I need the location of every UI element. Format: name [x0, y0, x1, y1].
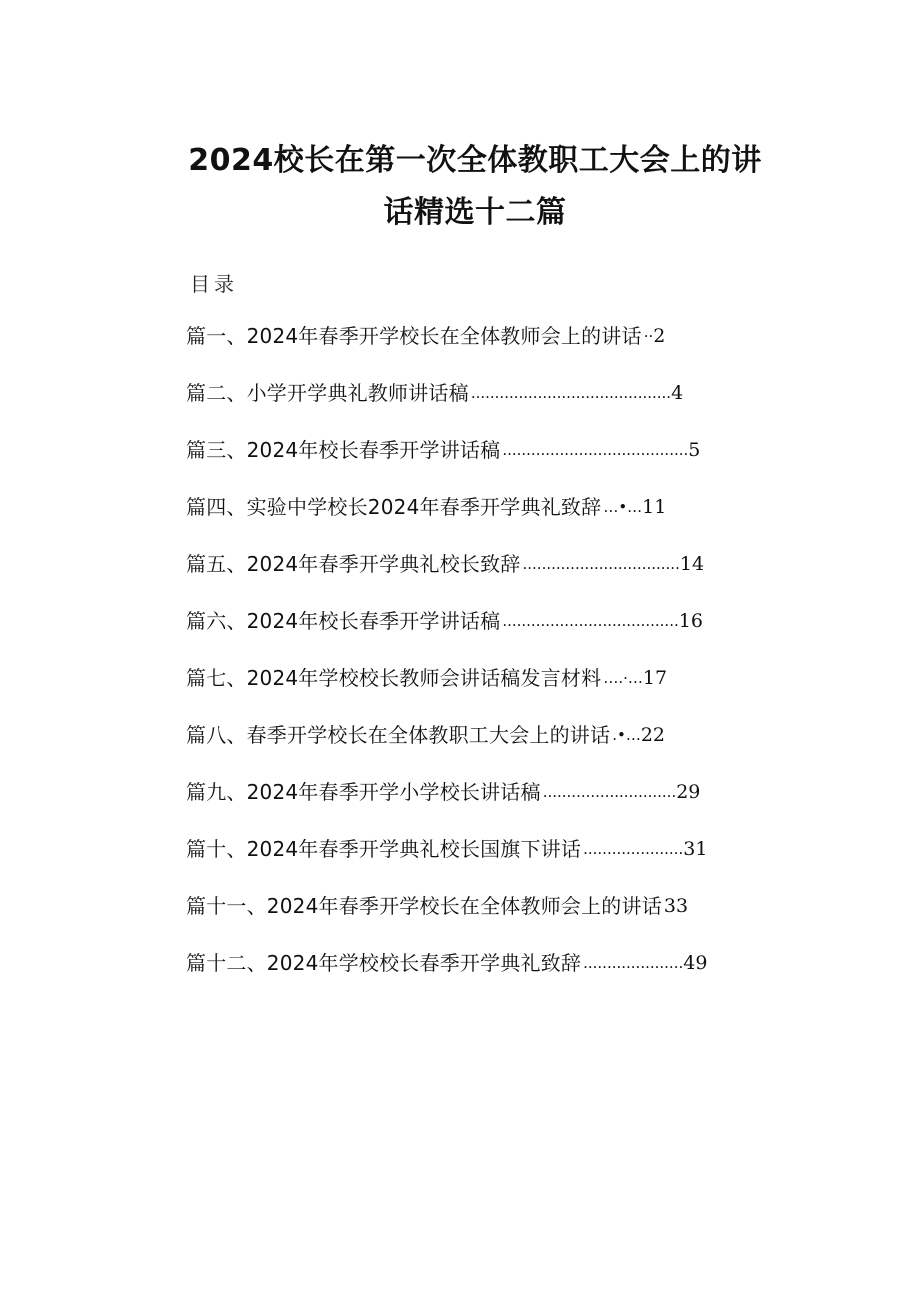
toc-entry-1[interactable]: [186, 318, 786, 375]
toc-entry-11[interactable]: [186, 888, 786, 945]
toc-entry-leader: …•…: [603, 498, 643, 516]
toc-entry-leader: .......................................: [502, 441, 689, 459]
toc-entry-title: 篇十一、2024年春季开学校长在全体教师会上的讲话: [186, 894, 662, 918]
toc-entry-7[interactable]: [186, 660, 786, 717]
toc-entry-page: 4: [671, 382, 684, 404]
toc-entry-8[interactable]: [186, 717, 786, 774]
toc-entry-title: 篇九、2024年春季开学小学校长讲话稿: [186, 780, 541, 804]
toc-entry-page: 22: [640, 724, 666, 746]
document-title-line-1: 2024校长在第一次全体教职工大会上的讲: [188, 143, 762, 178]
toc-heading: 目录: [190, 272, 238, 296]
toc-entry-leader: ··: [643, 327, 654, 345]
toc-entry-page: 5: [688, 439, 701, 461]
toc-entry-title: 篇八、春季开学校长在全体教职工大会上的讲话: [186, 723, 611, 747]
toc-entry-10[interactable]: [186, 831, 786, 888]
toc-entry-title: 篇五、2024年春季开学典礼校长致辞: [186, 552, 521, 576]
toc-entry-3[interactable]: [186, 432, 786, 489]
toc-entry-page: 49: [683, 952, 708, 974]
toc-entry-9[interactable]: [186, 774, 786, 831]
toc-entry-6[interactable]: [186, 603, 786, 660]
toc-entry-5[interactable]: [186, 546, 786, 603]
toc-entry-title: 篇十二、2024年学校校长春季开学典礼致辞: [186, 951, 582, 975]
toc-entry-page: 17: [642, 667, 668, 689]
toc-entry-title: 篇一、2024年春季开学校长在全体教师会上的讲话: [186, 324, 642, 348]
toc-entry-page: 29: [676, 781, 701, 803]
toc-entry-leader: .....................................: [502, 612, 679, 630]
toc-entry-title: 篇四、实验中学校长2024年春季开学典礼致辞: [186, 495, 602, 519]
toc-entry-leader: ..........................................: [470, 384, 672, 402]
document-title-line-2: 话精选十二篇: [383, 195, 567, 230]
toc-entry-12[interactable]: [186, 945, 786, 1002]
toc-entry-page: 31: [683, 838, 708, 860]
toc-entry-leader: .................................: [522, 555, 680, 573]
toc-entry-title: 篇三、2024年校长春季开学讲话稿: [186, 438, 501, 462]
toc-entry-page: 14: [679, 553, 705, 575]
toc-entry-page: 33: [663, 895, 689, 917]
toc-entry-title: 篇七、2024年学校校长教师会讲话稿发言材料: [186, 666, 602, 690]
toc-entry-title: 篇六、2024年校长春季开学讲话稿: [186, 609, 501, 633]
table-of-contents: [186, 318, 786, 1002]
toc-entry-4[interactable]: [186, 489, 786, 546]
toc-entry-title: 篇二、小学开学典礼教师讲话稿: [186, 381, 469, 405]
toc-entry-title: 篇十、2024年春季开学典礼校长国旗下讲话: [186, 837, 582, 861]
toc-entry-page: 16: [678, 610, 703, 632]
toc-entry-2[interactable]: [186, 375, 786, 432]
toc-entry-leader: .....................: [583, 954, 684, 972]
toc-entry-leader: ............................: [542, 783, 677, 801]
toc-entry-leader: .•…: [612, 726, 641, 744]
toc-entry-leader: .....................: [583, 840, 684, 858]
toc-entry-page: 11: [642, 496, 667, 518]
toc-entry-page: 2: [653, 325, 666, 347]
toc-entry-leader: ….·…: [603, 669, 643, 687]
